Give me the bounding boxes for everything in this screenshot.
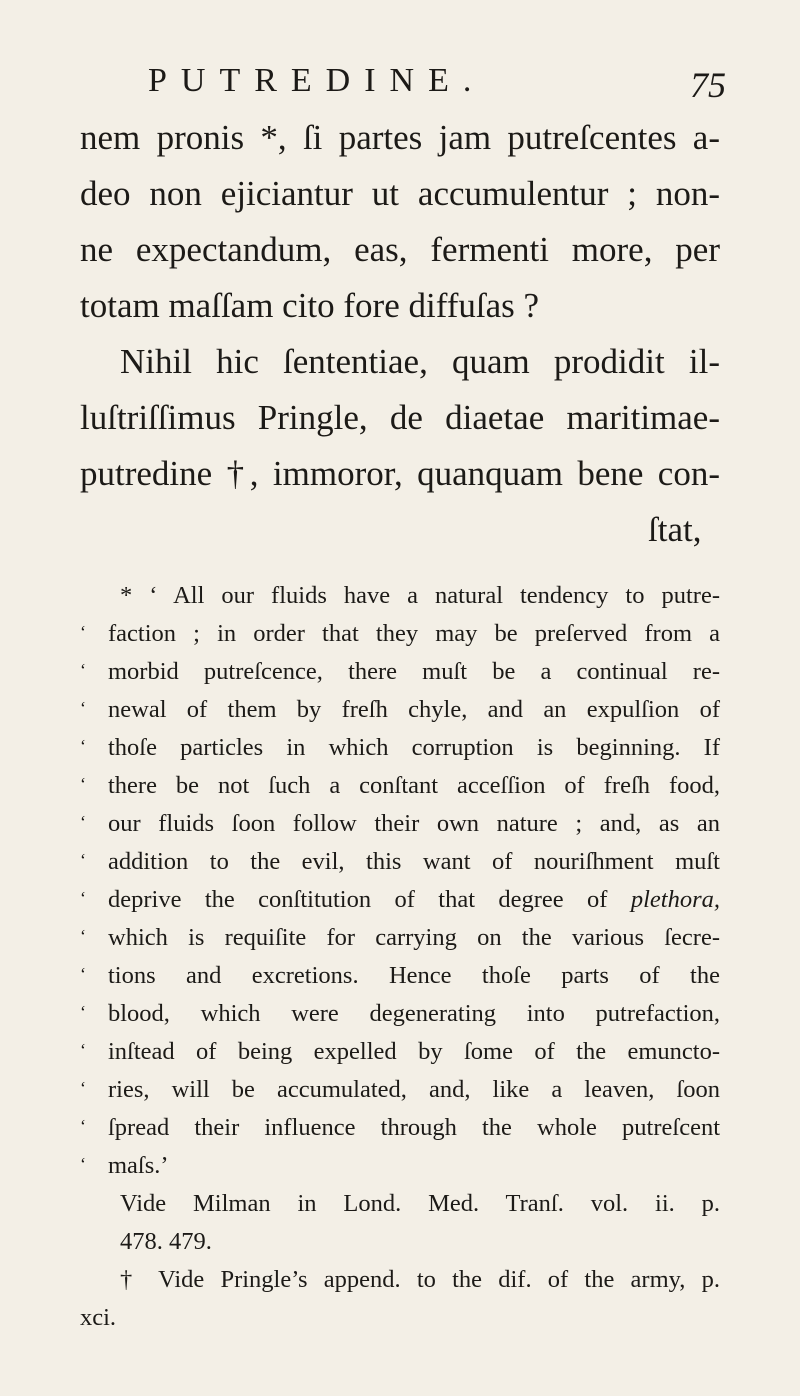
footnote-line xyxy=(80,1038,720,1066)
main-text-line: luſtriſſimus Pringle, de diaetae maritimae- xyxy=(80,398,720,437)
footnote-text: our fluids ſoon follow their own nature ; and, as an xyxy=(108,810,720,837)
footnote-line xyxy=(80,620,720,648)
quote-mark: ‘ xyxy=(80,1154,86,1174)
footnote-line xyxy=(80,658,720,686)
main-text-line: deo non ejiciantur ut accumulentur ; non- xyxy=(80,174,720,213)
quote-mark: ‘ xyxy=(80,736,86,756)
footnote-text: tions and excretions. Hence thoſe parts of the xyxy=(108,962,720,989)
main-text-line: ne expectandum, eas, fermenti more, per xyxy=(80,230,720,269)
italic-word: plethora, xyxy=(630,886,721,913)
main-text-line: ſtat, xyxy=(648,510,702,549)
footnote-source: Vide Milman in Lond. Med. Tranſ. vol. ii. p. xyxy=(120,1190,720,1217)
quote-mark: ‘ xyxy=(80,812,86,832)
footnote-line xyxy=(80,1152,720,1180)
footnote-marker: * ‘ xyxy=(120,582,158,609)
footnote-dagger: † Vide Pringle’s append. to the dif. of the army, p. xyxy=(120,1266,720,1293)
footnote-dagger: xci. xyxy=(80,1304,117,1331)
footnote-text: maſs.’ xyxy=(108,1152,169,1179)
quote-mark: ‘ xyxy=(80,1078,86,1098)
main-text-line: Nihil hic ſententiae, quam prodidit il- xyxy=(120,342,720,381)
footnote-line xyxy=(80,848,720,876)
footnote-text: morbid putreſcence, there muſt be a continual re- xyxy=(108,658,720,685)
quote-mark: ‘ xyxy=(80,926,86,946)
quote-mark: ‘ xyxy=(80,1002,86,1022)
quote-mark: ‘ xyxy=(80,1040,86,1060)
quote-mark: ‘ xyxy=(80,1116,86,1136)
page-number: 75 xyxy=(690,65,726,105)
footnote-text: faction ; in order that they may be preſerved from a xyxy=(108,620,720,647)
footnote-line xyxy=(80,962,720,990)
main-text-line: putredine †, immoror, quanquam bene con- xyxy=(80,454,720,493)
main-text-line: nem pronis *, ſi partes jam putreſcentes a- xyxy=(80,118,720,157)
footnote-text: there be not ſuch a conſtant acceſſion of freſh food, xyxy=(108,772,720,799)
quote-mark: ‘ xyxy=(80,774,86,794)
running-head: PUTREDINE. xyxy=(148,62,486,99)
footnote-line xyxy=(80,1114,720,1142)
footnote-text: blood, which were degenerating into putrefaction, xyxy=(108,1000,720,1027)
footnote-text: ries, will be accumulated, and, like a leaven, ſoon xyxy=(108,1076,720,1103)
footnote-text: addition to the evil, this want of nouriſhment muſt xyxy=(108,848,720,875)
footnote-text: inſtead of being expelled by ſome of the emuncto- xyxy=(108,1038,720,1065)
footnote-line xyxy=(80,810,720,838)
footnote-line xyxy=(80,886,720,914)
quote-mark: ‘ xyxy=(80,850,86,870)
quote-mark: ‘ xyxy=(80,660,86,680)
footnote-text: deprive the conſtitution of that degree of xyxy=(108,886,608,913)
footnote-source: 478. 479. xyxy=(120,1228,212,1255)
footnote-text: All our fluids have a natural tendency to putre- xyxy=(173,582,720,609)
footnote-line xyxy=(80,734,720,762)
footnote-text: thoſe particles in which corruption is beginning. If xyxy=(108,734,720,761)
footnote-line xyxy=(80,772,720,800)
footnote-line xyxy=(80,924,720,952)
footnote-line xyxy=(120,582,720,610)
footnote-line xyxy=(80,1076,720,1104)
footnote-line xyxy=(80,1000,720,1028)
quote-mark: ‘ xyxy=(80,888,86,908)
main-text-line: totam maſſam cito fore diffuſas ? xyxy=(80,286,540,325)
quote-mark: ‘ xyxy=(80,622,86,642)
footnote-text: ſpread their influence through the whole putreſcent xyxy=(108,1114,720,1141)
footnote-line xyxy=(80,696,720,724)
footnote-text: which is requiſite for carrying on the various ſecre- xyxy=(108,924,720,951)
quote-mark: ‘ xyxy=(80,964,86,984)
footnote-text: newal of them by freſh chyle, and an expulſion of xyxy=(108,696,720,723)
quote-mark: ‘ xyxy=(80,698,86,718)
